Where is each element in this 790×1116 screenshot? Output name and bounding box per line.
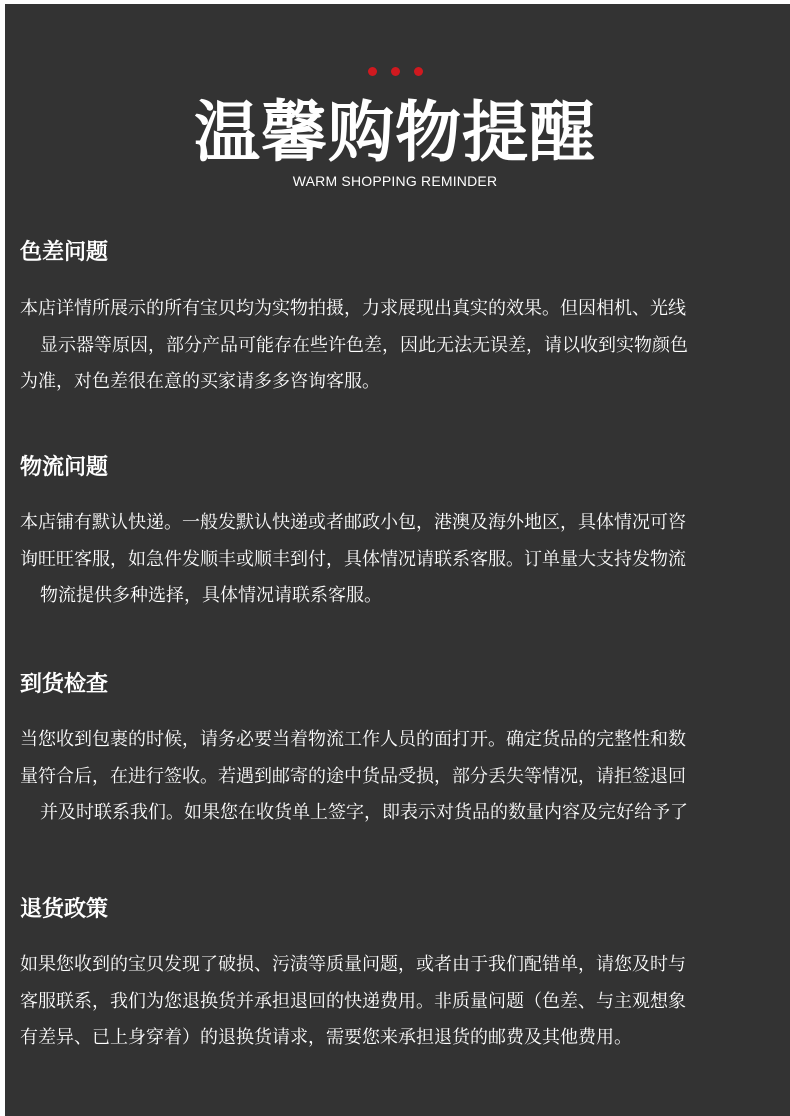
paragraph-line: 量符合后，在进行签收。若遇到邮寄的途中货品受损，部分丢失等情况，请拒签退回	[20, 765, 686, 787]
paragraph-line: 并及时联系我们。如果您在收货单上签字，即表示对货品的数量内容及完好给予了	[40, 802, 688, 823]
section-body-arrival-check	[20, 722, 780, 832]
paragraph-line: 本店铺有默认快递。一般发默认快递或者邮政小包，港澳及海外地区，具体情况可咨	[20, 512, 686, 533]
section-heading-arrival-check: 到货检查	[20, 672, 109, 697]
decorative-dots	[5, 67, 790, 76]
paragraph-line: 物流提供多种选择，具体情况请联系客服。	[40, 585, 382, 606]
red-dot-icon	[414, 67, 423, 76]
red-dot-icon	[391, 67, 400, 76]
section-heading-color-difference: 色差问题	[20, 240, 109, 265]
paragraph-line: 客服联系，我们为您退换货并承担退回的快递费用。非质量问题（色差、与主观想象	[20, 990, 686, 1012]
section-heading-return-policy: 退货政策	[20, 897, 109, 922]
paragraph-line: 当您收到包裹的时候，请务必要当着物流工作人员的面打开。确定货品的完整性和数	[20, 729, 686, 750]
paragraph-line: 如果您收到的宝贝发现了破损、污渍等质量问题，或者由于我们配错单，请您及时与	[20, 954, 686, 975]
page-subtitle: WARM SHOPPING REMINDER	[292, 173, 498, 189]
section-body-color-difference	[20, 291, 780, 401]
section-heading-logistics: 物流问题	[20, 455, 109, 480]
section-body-return-policy	[20, 947, 780, 1057]
paragraph-line: 显示器等原因，部分产品可能存在些许色差，因此无法无误差，请以收到实物颜色	[40, 334, 688, 356]
page-title: 温馨购物提醒	[194, 94, 596, 171]
red-dot-icon	[368, 67, 377, 76]
paragraph-line: 有差异、已上身穿着）的退换货请求，需要您来承担退货的邮费及其他费用。	[20, 1027, 632, 1048]
section-body-logistics	[20, 505, 780, 615]
paragraph-line: 本店详情所展示的所有宝贝均为实物拍摄，力求展现出真实的效果。但因相机、光线	[20, 298, 686, 319]
paragraph-line: 为准，对色差很在意的买家请多多咨询客服。	[20, 371, 380, 392]
reminder-panel	[5, 4, 790, 1116]
paragraph-line: 询旺旺客服，如急件发顺丰或顺丰到付，具体情况请联系客服。订单量大支持发物流	[20, 548, 686, 570]
